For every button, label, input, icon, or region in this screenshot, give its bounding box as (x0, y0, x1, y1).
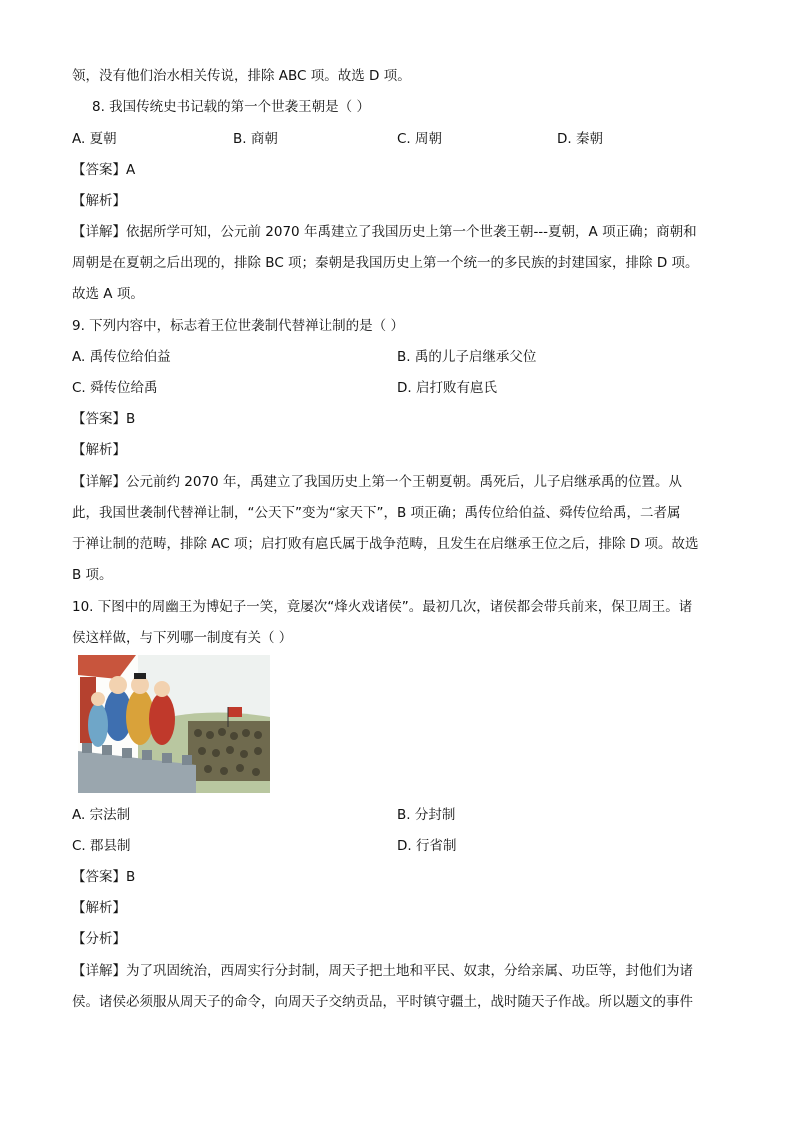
q9-detail-4: B 项。 (72, 567, 113, 583)
beacon-fire-illustration (78, 655, 270, 793)
q10-reasoning-label: 【分析】 (72, 931, 126, 947)
q8-option-a: A. 夏朝 (72, 131, 117, 147)
q8-detail-2: 周朝是在夏朝之后出现的，排除 BC 项；秦朝是我国历史上第一个统一的多民族的封建国家，排除 D 项。 (72, 255, 699, 271)
q8-detail-3: 故选 A 项。 (72, 286, 144, 302)
line-1: 领，没有他们治水相关传说，排除 ABC 项。故选 D 项。 (72, 68, 411, 84)
q10-option-b: B. 分封制 (397, 807, 456, 823)
q9-answer: 【答案】B (72, 411, 136, 427)
q9-option-c: C. 舜传位给禹 (72, 380, 158, 396)
q9-detail-3: 于禅让制的范畴，排除 AC 项；启打败有扈氏属于战争范畴，且发生在启继承王位之后，排除 D 项。故选 (72, 536, 699, 552)
q10-detail-2: 侯。诸侯必须服从周天子的命令，向周天子交纳贡品，平时镇守疆土，战时随天子作战。所以题文的事件 (72, 994, 693, 1010)
q8-analysis-label: 【解析】 (72, 193, 126, 209)
q8-answer: 【答案】A (72, 162, 136, 178)
q10-option-c: C. 郡县制 (72, 838, 131, 854)
q10-analysis-label: 【解析】 (72, 900, 126, 916)
q9-detail-2: 此，我国世袭制代替禅让制，“公天下”变为“家天下”，B 项正确；禹传位给伯益、舜传位给禹，二者属 (72, 505, 681, 521)
q10-detail-1: 【详解】为了巩固统治，西周实行分封制，周天子把土地和平民、奴隶，分给亲属、功臣等，封他们为诸 (72, 963, 693, 979)
q8-option-d: D. 秦朝 (557, 131, 603, 147)
q9-option-b: B. 禹的儿子启继承父位 (397, 349, 537, 365)
question-10-line-1: 10. 下图中的周幽王为博妃子一笑，竟屡次“烽火戏诸侯”。最初几次，诸侯都会带兵前来，保卫周王。诸 (72, 599, 693, 615)
q9-detail-1: 【详解】公元前约 2070 年，禹建立了我国历史上第一个王朝夏朝。禹死后，儿子启继承禹的位置。从 (72, 474, 682, 490)
q8-option-c: C. 周朝 (397, 131, 443, 147)
question-10-line-2: 侯这样做，与下列哪一制度有关（ ） (72, 630, 293, 646)
q8-option-b: B. 商朝 (233, 131, 278, 147)
q8-detail-1: 【详解】依据所学可知，公元前 2070 年禹建立了我国历史上第一个世袭王朝---夏朝，A 项正确；商朝和 (72, 224, 697, 240)
q9-option-d: D. 启打败有扈氏 (397, 380, 497, 396)
question-8: 8. 我国传统史书记载的第一个世袭王朝是（ ） (92, 99, 370, 115)
q10-answer: 【答案】B (72, 869, 136, 885)
q10-option-d: D. 行省制 (397, 838, 457, 854)
q9-analysis-label: 【解析】 (72, 442, 126, 458)
q9-option-a: A. 禹传位给伯益 (72, 349, 171, 365)
question-9: 9. 下列内容中，标志着王位世袭制代替禅让制的是（ ） (72, 318, 404, 334)
q10-option-a: A. 宗法制 (72, 807, 131, 823)
